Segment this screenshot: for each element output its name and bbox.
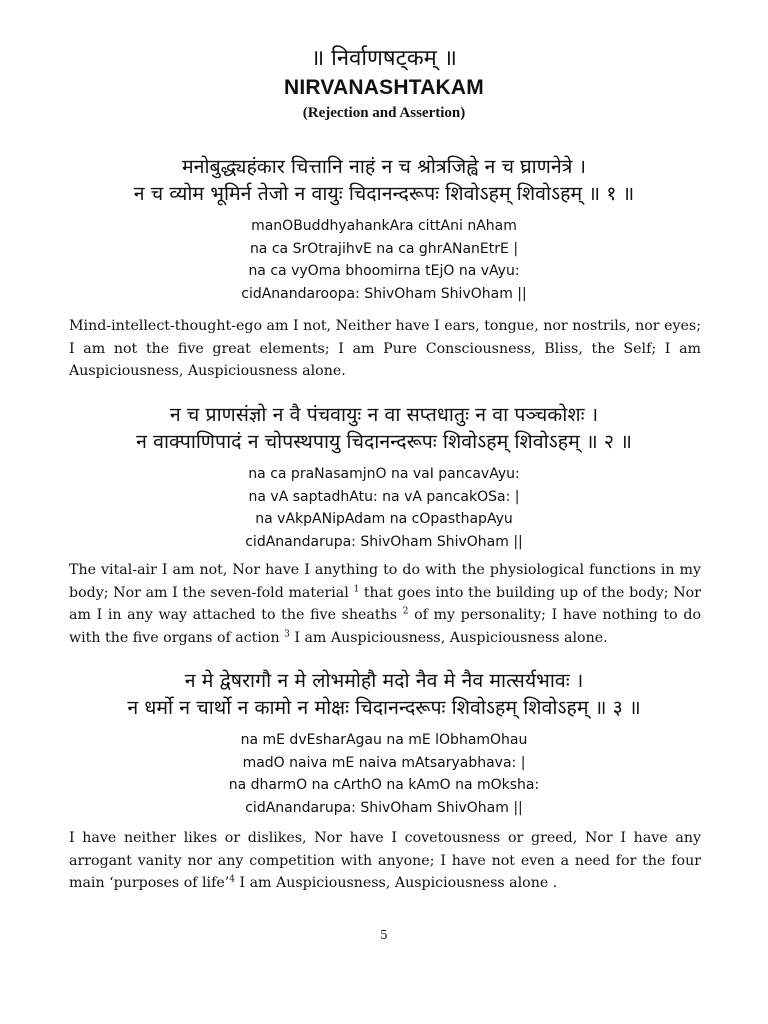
transliteration-line: manOBuddhyahankAra cittAni nAham [251, 218, 517, 234]
sanskrit-line: न धर्मो न चार्थो न कामो न मोक्षः चिदानन्दरूपः शिवोऽहम् शिवोऽहम् ॥ ३ ॥ [127, 696, 641, 719]
transliteration-line: na mE dvEsharAgau na mE lObhamOhau [240, 732, 528, 748]
transliteration-line: na ca praNasamjnO na vaI pancavAyu: [248, 466, 520, 482]
transliteration-line: na vA saptadhAtu: na vA pancakOSa: | [248, 488, 520, 505]
meaning-text: I am Auspiciousness, Auspiciousness alone. [289, 629, 608, 646]
footnote-marker: 4 [229, 874, 235, 885]
meaning-text: of my personality; I have nothing to do with the five organs of action [69, 607, 701, 646]
meaning-text: I am Auspiciousness, Auspiciousness alone . [234, 875, 558, 891]
verse-1 [0, 153, 768, 305]
transliteration-line: cidAnandarupa: ShivOham ShivOham || [245, 799, 523, 816]
footnote-marker: 1 [353, 583, 360, 594]
page-title: NIRVANASHTAKAM [284, 76, 484, 99]
transliteration-line: cidAnandaroopa: ShivOham ShivOham || [241, 285, 527, 302]
devanagari-title: ॥ निर्वाणषट्कम् ॥ [311, 46, 457, 71]
sanskrit-line: न वाक्पाणिपादं न चोपस्थपायु चिदानन्दरूपः शिवोऽहम् शिवोऽहम् ॥ २ ॥ [136, 430, 632, 453]
transliteration-line: na dharmO na cArthO na kAmO na mOksha: [228, 777, 540, 793]
transliteration-line: na vAkpANipAdam na cOpasthapAyu [255, 511, 513, 527]
sanskrit-line: मनोबुद्ध्यहंकार चित्तानि नाहं न च श्रोत्रजिह्वे न च घ्राणनेत्रे । [181, 155, 587, 178]
page-subtitle: (Rejection and Assertion) [302, 105, 466, 121]
transliteration-line: cidAnandarupa: ShivOham ShivOham || [245, 533, 523, 550]
footnote-marker: 2 [402, 606, 409, 617]
transliteration-block [0, 215, 768, 305]
page-number: 5 [380, 928, 388, 942]
transliteration-line: madO naiva mE naiva mAtsaryabhava: | [242, 754, 526, 771]
transliteration-block [0, 463, 768, 553]
transliteration-block [0, 729, 768, 819]
transliteration-line: na ca SrOtrajihvE na ca ghrANanEtrE | [249, 240, 519, 257]
transliteration-line: na ca vyOma bhoomirna tEjO na vAyu: [248, 263, 520, 279]
meaning-text: I have neither likes or dislikes, Nor have I covetousness or greed, Nor I have any arrogant vanity nor any competition with anyone; I have not even a need for the four main ‘purposes of life’ [69, 830, 701, 891]
footnote-marker: 3 [284, 628, 290, 639]
verse-3-meaning [69, 827, 701, 895]
verse-2-meaning [69, 559, 701, 649]
sanskrit-line: न मे द्वेषरागौ न मे लोभमोहौ मदो नैव मे नैव मात्सर्यभावः । [184, 669, 584, 692]
meaning-text: The vital-air I am not, Nor have I anything to do with the physiological functions in my body; Nor am I the seven-fold material [69, 562, 701, 601]
sanskrit-line: न च व्योम भूमिर्न तेजो न वायुः चिदानन्दरूपः शिवोऽहम् शिवोऽहम् ॥ १ ॥ [133, 182, 635, 205]
meaning-text: that goes into the building up of the body; Nor am I in any way attached to the five sheaths [69, 584, 701, 623]
verse-1-meaning: Mind-intellect-thought-ego am I not, Neither have I ears, tongue, nor nostrils, nor eyes; I am not the five great elements; I am Pure Consciousness, Bliss, the Self; I am Auspiciousness, Auspiciousness alone. [69, 318, 701, 379]
verse-3 [0, 667, 768, 819]
verse-2 [0, 401, 768, 553]
sanskrit-line: न च प्राणसंज्ञो न वै पंचवायुः न वा सप्तधातुः न वा पञ्चकोशः । [169, 403, 599, 426]
